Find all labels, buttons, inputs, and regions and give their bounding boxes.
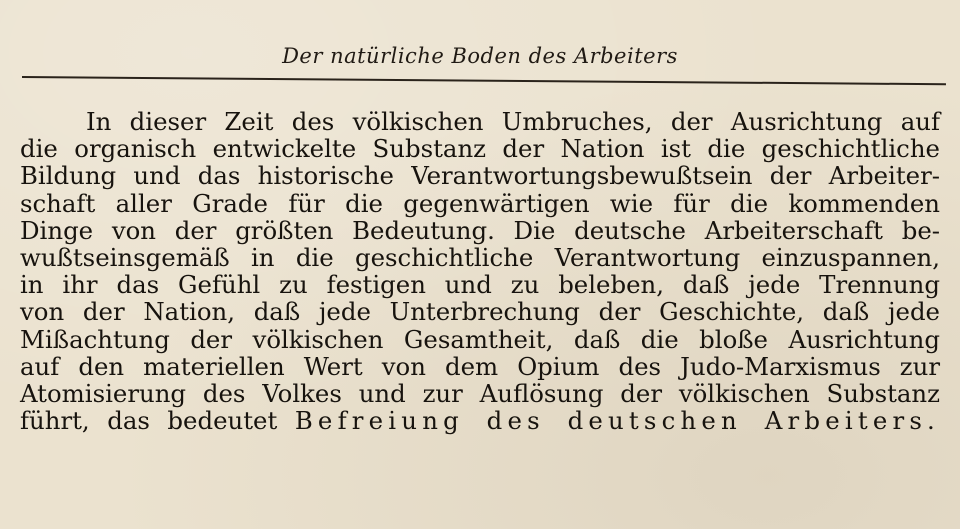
text-line: Bildung und das historische Verantwortungsbewußtsein der Arbeiter- <box>20 161 940 191</box>
text-line: von der Nation, daß jede Unterbrechung der Geschichte, daß jede <box>20 297 940 327</box>
text-line: schaft aller Grade für die gegenwärtigen wie für die kommenden <box>20 188 940 218</box>
spaced-emphasis: Befreiung des deutschen Arbeiters. <box>294 406 940 436</box>
text-line: Dinge von der größten Bedeutung. Die deutsche Arbeiterschaft be- <box>20 215 940 245</box>
paragraph <box>20 108 940 434</box>
text-line: wußtseinsgemäß in die geschichtliche Verantwortung einzuspannen, <box>20 242 940 272</box>
text-line: in ihr das Gefühl zu festigen und zu beleben, daß jede Trennung <box>20 270 940 300</box>
final-line-lead: führt, das bedeutet <box>20 406 295 436</box>
header-rule <box>22 76 946 85</box>
text-line: In dieser Zeit des völkischen Umbruches, der Ausrichtung auf <box>86 107 940 136</box>
text-line: auf den materiellen Wert von dem Opium des Judo-Marxismus zur <box>20 351 940 381</box>
text-line-final <box>20 407 940 434</box>
text-line: Atomisierung des Volkes und zur Auflösung der völkischen Substanz <box>20 378 940 408</box>
running-head: Der natürliche Boden des Arbeiters <box>282 44 678 68</box>
text-line: Mißachtung der völkischen Gesamtheit, daß die bloße Ausrichtung <box>20 324 940 354</box>
text-line: die organisch entwickelte Substanz der Nation ist die geschichtliche <box>20 134 940 164</box>
